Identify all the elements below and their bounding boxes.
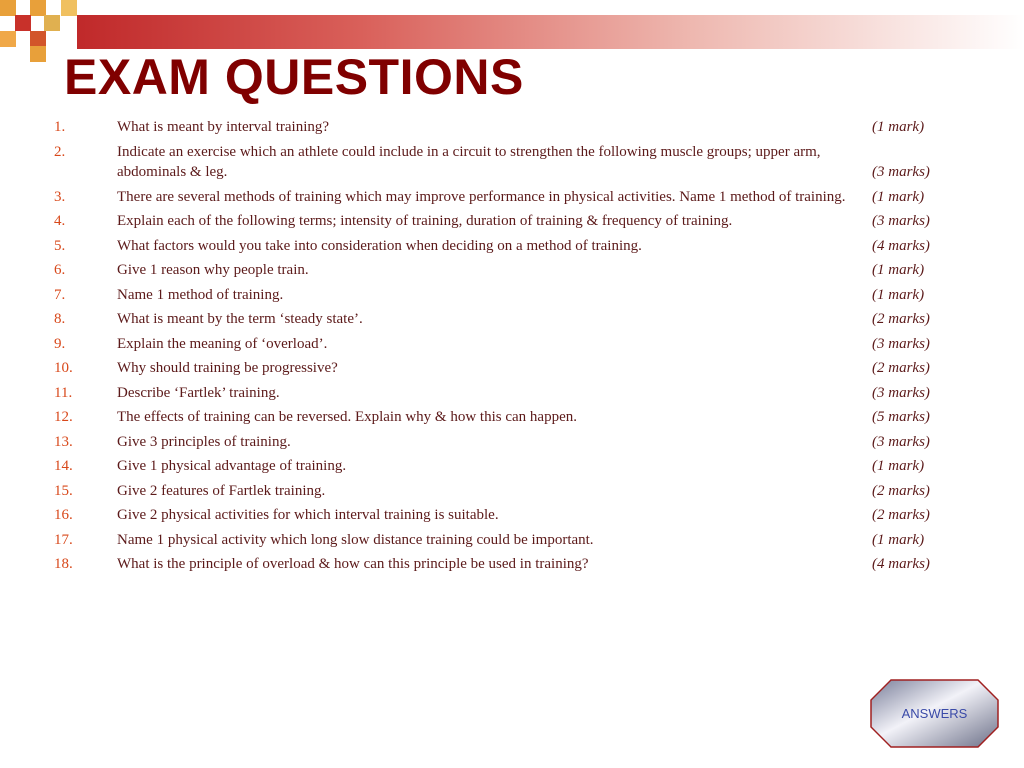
question-number: 11. <box>54 384 73 401</box>
question-number: 6. <box>54 262 66 278</box>
deco-square <box>15 15 31 31</box>
question-marks: (1 mark) <box>872 531 925 548</box>
question-number: 10. <box>54 360 73 376</box>
question-number: 7. <box>54 286 66 303</box>
question-text: Why should training be progressive? <box>117 360 338 376</box>
question-number: 5. <box>54 237 66 254</box>
question-text: Explain the meaning of ‘overload’. <box>117 335 328 352</box>
question-marks: (1 mark) <box>872 286 925 303</box>
question-text: What is the principle of overload & how can this principle be used in training? <box>117 556 589 572</box>
question-text: Give 1 reason why people train. <box>117 262 309 278</box>
question-marks: (3 marks) <box>872 433 930 450</box>
question-marks: (2 marks) <box>872 507 930 523</box>
answers-button-label: ANSWERS <box>901 706 968 721</box>
question-text: Explain each of the following terms; intensity of training, duration of training & frequency of training. <box>117 213 733 229</box>
question-item <box>0 142 1024 183</box>
question-text: The effects of training can be reversed. Explain why & how this can happen. <box>117 409 577 425</box>
question-item <box>0 260 1024 281</box>
question-item <box>0 554 1024 575</box>
question-number: 16. <box>54 507 73 523</box>
question-marks: (2 marks) <box>872 360 930 376</box>
question-marks: (2 marks) <box>872 482 930 499</box>
question-item <box>0 334 1024 355</box>
question-number: 17. <box>54 531 73 548</box>
deco-square <box>0 31 16 47</box>
deco-square <box>44 15 60 31</box>
deco-square <box>30 0 46 16</box>
deco-square <box>61 0 77 16</box>
question-item <box>0 407 1024 428</box>
question-number: 15. <box>54 482 73 499</box>
question-marks: (1 mark) <box>872 458 925 474</box>
question-marks: (3 marks) <box>872 384 930 401</box>
question-item <box>0 187 1024 208</box>
question-text: Give 3 principles of training. <box>117 433 291 450</box>
question-number: 4. <box>54 213 66 229</box>
question-item <box>0 530 1024 551</box>
question-item <box>0 309 1024 330</box>
question-text: Give 2 physical activities for which interval training is suitable. <box>117 507 499 523</box>
question-number: 14. <box>54 458 73 474</box>
question-marks: (4 marks) <box>872 237 930 254</box>
question-marks: (4 marks) <box>872 556 930 572</box>
slide-title: EXAM QUESTIONS <box>64 49 524 105</box>
deco-square <box>0 0 16 16</box>
question-item <box>0 505 1024 526</box>
deco-square <box>30 31 46 47</box>
question-marks: (1 mark) <box>872 119 925 135</box>
question-number: 9. <box>54 335 66 352</box>
title-gradient-bar <box>77 15 1024 49</box>
deco-square <box>30 46 46 62</box>
question-text: What is meant by the term ‘steady state’. <box>117 311 363 327</box>
question-item <box>0 358 1024 379</box>
question-number: 1. <box>54 119 66 135</box>
question-marks: (1 mark) <box>872 262 925 278</box>
question-marks: (2 marks) <box>872 311 930 327</box>
question-text: What factors would you take into consideration when deciding on a method of training. <box>117 237 642 254</box>
question-number: 12. <box>54 409 73 425</box>
question-text: There are several methods of training which may improve performance in physical activities. Name 1 method of training. <box>117 188 846 205</box>
question-text: Give 1 physical advantage of training. <box>117 458 347 474</box>
question-marks: (5 marks) <box>872 409 930 425</box>
question-marks: (1 mark) <box>872 188 925 205</box>
question-list <box>0 117 1024 579</box>
question-number: 18. <box>54 556 73 572</box>
question-item <box>0 211 1024 232</box>
question-text: What is meant by interval training? <box>117 119 330 135</box>
question-marks: (3 marks) <box>872 213 930 229</box>
question-text: Name 1 physical activity which long slow distance training could be important. <box>117 531 594 548</box>
question-item <box>0 432 1024 453</box>
question-text: Describe ‘Fartlek’ training. <box>117 384 280 401</box>
question-item <box>0 285 1024 306</box>
question-number: 2. <box>54 143 66 160</box>
question-number: 8. <box>54 311 66 327</box>
question-item <box>0 456 1024 477</box>
question-item <box>0 117 1024 138</box>
question-text: Indicate an exercise which an athlete could include in a circuit to strengthen the following muscle groups; upper arm, abdominals & leg. <box>117 143 821 180</box>
question-text: Give 2 features of Fartlek training. <box>117 482 326 499</box>
question-number: 13. <box>54 433 73 450</box>
question-item <box>0 236 1024 257</box>
answers-button[interactable] <box>870 679 999 748</box>
question-item <box>0 481 1024 502</box>
question-marks: (3 marks) <box>872 335 930 352</box>
question-marks: (3 marks) <box>872 164 930 180</box>
question-number: 3. <box>54 188 66 205</box>
question-text: Name 1 method of training. <box>117 286 284 303</box>
question-item <box>0 383 1024 404</box>
